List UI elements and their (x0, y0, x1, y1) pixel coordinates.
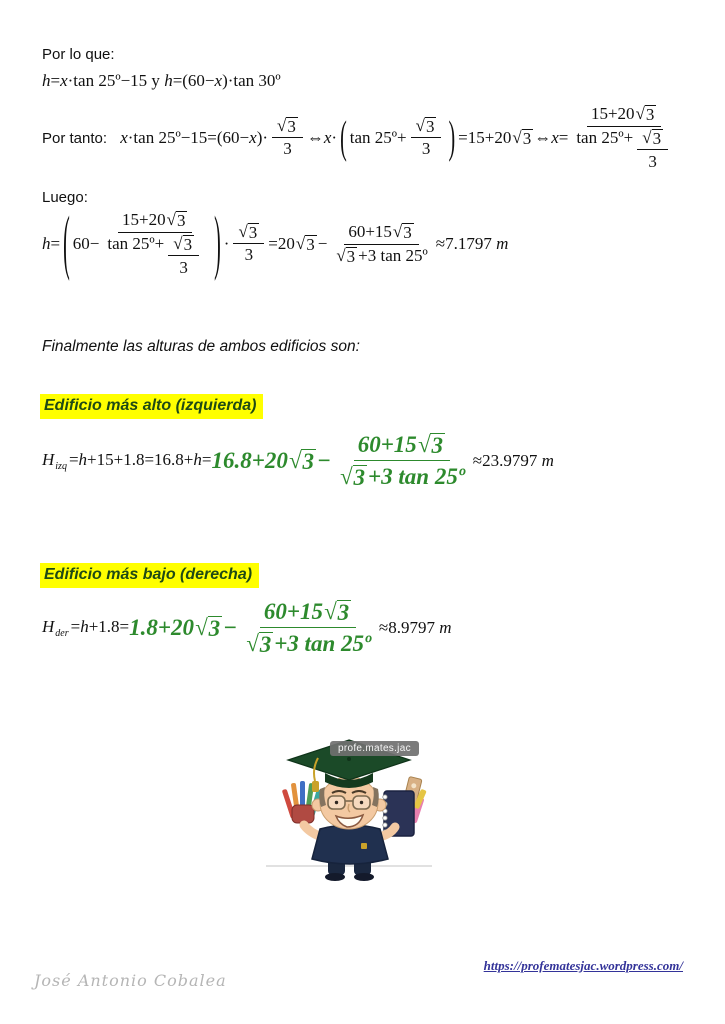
radicand: 3 (176, 211, 186, 230)
radical-sign: √ (295, 234, 306, 254)
math-token: = (70, 616, 81, 636)
paragraph-por-lo-que: Por lo que: (42, 46, 115, 63)
denominator: 3 (648, 152, 657, 172)
denominator: 3 (421, 139, 431, 159)
radical-sign: √ (246, 630, 259, 656)
math-token: ·tan 25º−15=(60− (127, 128, 250, 148)
green-expression (212, 432, 473, 490)
math-token: =20 (268, 234, 295, 254)
var-x: x (323, 128, 332, 148)
radical-sign: √ (288, 447, 302, 473)
fraction-x-solution (572, 104, 676, 172)
heading-edificio-alto: Edificio más alto (izquierda) (40, 394, 263, 419)
math-run (436, 234, 509, 254)
math-run (379, 618, 452, 638)
stretched-paren-close: ) (448, 112, 456, 164)
sqrt-3 (418, 433, 445, 457)
paragraph-luego: Luego: (42, 189, 88, 206)
sqrt-3 (277, 117, 298, 135)
radicand: 3 (302, 448, 314, 474)
math-token: − (316, 447, 331, 473)
var-x: x (551, 128, 559, 148)
math-token: 16.8+20 (211, 447, 288, 473)
radical-sign: √ (635, 104, 645, 123)
subscript-izq: izq (55, 460, 67, 472)
green-expression (129, 599, 379, 657)
formula-H-izq (42, 432, 554, 490)
approx-value: ≈23.9797 (472, 450, 542, 470)
math-token: − (223, 614, 238, 640)
math-run (212, 448, 331, 474)
radicand: 3 (431, 433, 443, 458)
denominator (572, 127, 676, 172)
denominator: 3 (244, 245, 254, 265)
sqrt-3 (642, 129, 663, 147)
denominator: 3 (179, 258, 188, 278)
var-h: h (78, 449, 88, 469)
sqrt-3 (512, 129, 533, 147)
fraction-sqrt3-over-3 (233, 223, 264, 266)
math-token: − (317, 234, 328, 254)
radicand: 3 (337, 600, 350, 625)
var-h: h (80, 616, 89, 636)
radical-sign: √ (512, 128, 522, 148)
teacher-avatar (262, 737, 438, 883)
math-token: = (558, 128, 569, 148)
math-token: = (50, 234, 61, 254)
unit-m: m (541, 450, 554, 470)
numerator (272, 117, 303, 138)
math-token: 60+15 (263, 599, 323, 624)
radicand: 3 (645, 105, 655, 124)
sqrt-3 (636, 105, 657, 123)
approx-value: ≈7.1797 (435, 234, 497, 254)
fraction-6015-over-sqrt3 (335, 432, 469, 490)
numerator (233, 223, 264, 244)
radical-sign: √ (166, 210, 176, 229)
math-run (129, 615, 237, 641)
numerator (260, 599, 356, 628)
numerator (637, 129, 668, 150)
fraction-6015-over-sqrt3 (331, 222, 431, 266)
radical-sign: √ (339, 463, 353, 489)
radicand: 3 (403, 222, 412, 242)
label-por-tanto: Por tanto: (42, 129, 112, 147)
math-token: 15+20 (122, 210, 166, 229)
math-token: +3 tan 25º (368, 463, 465, 489)
var-h: h (193, 449, 202, 469)
radicand: 3 (259, 631, 272, 657)
formula-h-result (42, 204, 509, 284)
var-H: H (42, 616, 55, 636)
unit-m: m (439, 617, 452, 637)
radicand: 3 (522, 129, 532, 149)
website-link[interactable]: https://profematesjac.wordpress.com/ (483, 958, 683, 973)
math-token: tan 25º+ (576, 128, 634, 148)
formula-h-definitions (42, 71, 281, 91)
math-run (42, 234, 60, 254)
radicand: 3 (306, 235, 315, 255)
eye-left (335, 801, 338, 804)
radicand: 3 (248, 222, 258, 242)
math-run: tan 25º+ (349, 128, 407, 148)
var-h: h (42, 234, 51, 254)
radical-sign: √ (415, 115, 425, 135)
denominator (103, 233, 207, 278)
sqrt-3 (238, 223, 259, 241)
math-token: +3 tan 25º (358, 246, 428, 266)
denominator (335, 461, 469, 489)
sqrt-3 (336, 247, 357, 265)
sqrt-3 (173, 235, 194, 253)
math-token: =15+20 (458, 128, 512, 148)
sqrt-3 (393, 223, 414, 241)
author-signature: José Antonio Cobalea (34, 971, 227, 990)
radical-sign: √ (238, 221, 248, 241)
radical-sign: √ (336, 246, 346, 266)
radical-sign: √ (195, 614, 208, 640)
sqrt-3 (340, 465, 367, 489)
sqrt-3 (296, 235, 317, 253)
var-H: H (42, 449, 55, 469)
math-token: tan 25º+ (107, 234, 165, 254)
var-x: x (214, 71, 223, 90)
numerator (168, 235, 199, 256)
radicand: 3 (346, 247, 356, 267)
radical-sign: √ (173, 234, 183, 254)
subscript-der: der (55, 627, 69, 639)
fraction-6015-over-sqrt3 (241, 599, 375, 657)
sqrt-3 (195, 616, 222, 640)
sqrt-3 (416, 117, 437, 135)
stretched-paren-open: ( (340, 112, 347, 164)
math-token: =(60− (172, 71, 215, 90)
math-run: 60− (72, 234, 100, 254)
radical-sign: √ (392, 221, 403, 241)
radical-sign: √ (277, 115, 287, 135)
math-token: 60+15 (348, 221, 392, 241)
numerator (411, 117, 442, 138)
radicand: 3 (652, 129, 662, 149)
sqrt-3 (167, 211, 188, 229)
radicand: 3 (353, 464, 366, 490)
math-token: )·tan 30º (222, 71, 281, 90)
denominator (331, 245, 431, 267)
avatar-badge: profe.mates.jac (330, 741, 419, 756)
math-token: ·tan 25º−15 y (67, 71, 165, 90)
paragraph-finalmente: Finalmente las alturas de ambos edificios son: (42, 338, 360, 355)
stretched-paren-close: ) (214, 204, 221, 284)
var-h: h (42, 71, 51, 90)
sqrt-3 (246, 632, 273, 656)
math-token: 15+20 (590, 104, 635, 123)
math-token: · (331, 128, 338, 148)
var-x: x (249, 128, 257, 148)
math-token: = (201, 449, 212, 469)
radicand: 3 (287, 116, 296, 136)
math-run (120, 128, 268, 148)
radical-sign: √ (323, 599, 337, 624)
heading-edificio-bajo: Edificio más bajo (derecha) (40, 563, 259, 588)
formula-H-der (42, 599, 452, 657)
radicand: 3 (425, 116, 435, 136)
denominator: 3 (283, 139, 292, 159)
numerator (118, 210, 192, 233)
fraction-x-solution (103, 210, 207, 278)
formula-por-tanto (42, 104, 680, 172)
stretched-paren-open: ( (63, 204, 70, 284)
fraction-sqrt3-over-3 (637, 129, 668, 172)
math-token: +15+1.8=16.8+ (87, 449, 194, 469)
fraction-sqrt3-over-3 (272, 117, 303, 160)
sqrt-3 (324, 600, 351, 624)
numerator (587, 104, 661, 127)
math-token: +1.8= (88, 616, 130, 636)
var-h: h (164, 71, 173, 90)
math-token: · (223, 234, 230, 254)
var-x: x (60, 71, 68, 90)
math-run (473, 451, 554, 471)
denominator (241, 628, 375, 656)
sqrt-3 (289, 449, 316, 473)
tassel (312, 781, 319, 792)
eye-right (360, 801, 363, 804)
math-run (458, 128, 568, 148)
numerator (354, 432, 450, 461)
math-run (307, 128, 337, 148)
math-token: )· (256, 128, 269, 148)
radicand: 3 (183, 235, 193, 255)
radical-sign: √ (642, 128, 652, 148)
radicand: 3 (208, 615, 221, 641)
iff-symbol: ⇔ (306, 128, 324, 148)
radical-sign: √ (417, 432, 431, 457)
approx-value: ≈8.9797 (378, 617, 440, 637)
math-token: 1.8+20 (129, 614, 195, 640)
shirt (312, 825, 388, 864)
numerator (344, 222, 418, 245)
math-token: +3 tan 25º (274, 630, 371, 656)
math-token: 60+15 (357, 432, 417, 457)
shirt-logo (361, 843, 367, 849)
math-run (268, 234, 327, 254)
unit-m: m (496, 234, 509, 254)
fraction-sqrt3-over-3 (411, 117, 442, 160)
math-token: = (68, 449, 79, 469)
math-token: = (50, 71, 61, 90)
fraction-sqrt3-over-3 (168, 235, 199, 278)
iff-symbol: ⇔ (534, 128, 552, 148)
math-run (42, 450, 212, 472)
var-x: x (120, 128, 128, 148)
math-run (42, 617, 129, 639)
